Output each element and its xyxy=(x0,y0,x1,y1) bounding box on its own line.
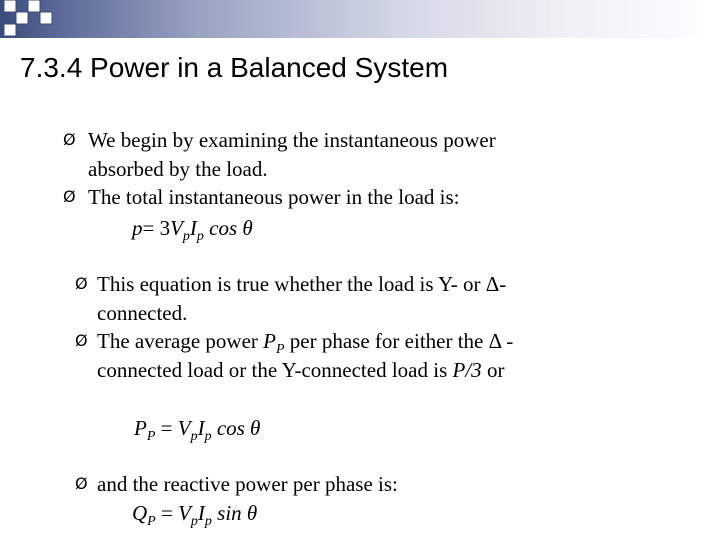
equation-average-power: $P_P = V_pI_p$ cos θ xyxy=(134,416,261,444)
bullet-3-line-2: connected. xyxy=(97,301,188,325)
bullet-1-line-1: We begin by examining the instantaneous power xyxy=(88,128,496,152)
bullet-arrow-icon: Ø xyxy=(75,331,88,350)
bullet-5-line-1: and the reactive power per phase is: xyxy=(97,472,398,496)
bullet-arrow-icon: Ø xyxy=(75,474,88,493)
equation-reactive-power: $Q_P = V_pI_p$ sin θ xyxy=(132,501,258,529)
bullet-arrow-icon: Ø xyxy=(63,130,76,149)
bullet-4-line-2: connected load or the Y-connected load is P/3 or xyxy=(97,358,505,382)
slide-title: 7.3.4 Power in a Balanced System xyxy=(20,52,449,83)
bullet-3-line-1: This equation is true whether the load is Y- or Δ- xyxy=(97,272,507,296)
bullet-arrow-icon: Ø xyxy=(75,274,88,293)
bullet-1-line-2: absorbed by the load. xyxy=(88,157,268,181)
bullet-4-line-1: The average power $P_P$ per phase for either the Δ - xyxy=(97,329,514,357)
bullet-arrow-icon: Ø xyxy=(63,187,76,206)
bullet-2-line-1: The total instantaneous power in the load is: xyxy=(88,185,460,209)
equation-instantaneous-power: $p= 3V_pI_p$ cos θ xyxy=(132,216,253,244)
